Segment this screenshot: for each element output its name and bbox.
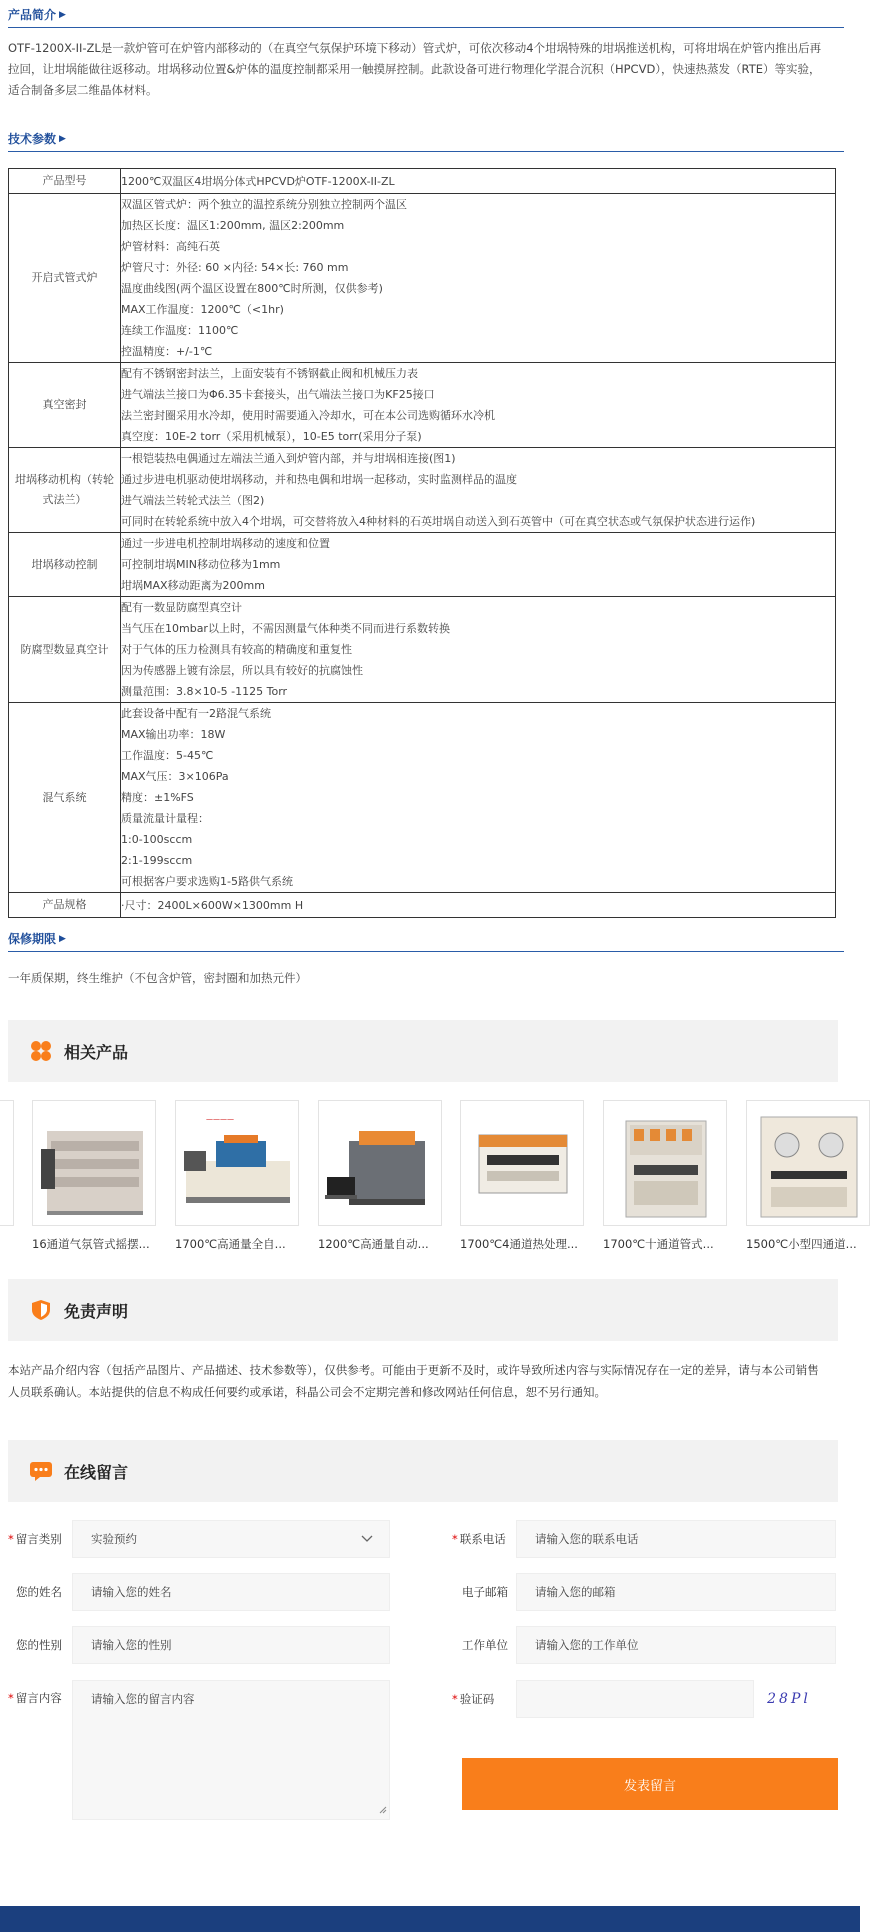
email-label: 电子邮箱 — [462, 1585, 508, 1599]
name-input[interactable]: 请输入您的姓名 — [72, 1573, 390, 1611]
email-input[interactable]: 请输入您的邮箱 — [516, 1573, 836, 1611]
spec-value — [121, 169, 836, 194]
spec-line: 测量范围：3.8×10-5 -1125 Torr — [121, 685, 288, 698]
spec-row — [9, 703, 836, 893]
warranty-title: 保修期限 — [8, 932, 57, 946]
spec-line: 对于气体的压力检测具有较高的精确度和重复性 — [121, 643, 352, 656]
company-row — [452, 1626, 836, 1664]
spec-line: MAX气压：3×106Pa — [121, 770, 229, 783]
spec-line: 配有不锈钢密封法兰，上面安装有不锈钢截止阀和机械压力表 — [121, 367, 418, 380]
spec-key: 产品规格 — [9, 893, 121, 918]
phone-label: 联系电话 — [459, 1532, 506, 1546]
spec-value — [121, 448, 836, 533]
product-name[interactable]: 16通道气氛管式摇摆... — [32, 1237, 150, 1251]
message-title: 在线留言 — [64, 1462, 129, 1482]
spec-line: 1200℃双温区4坩埚分体式HPCVD炉OTF-1200X-II-ZL — [121, 174, 395, 188]
spec-line: 当气压在10mbar以上时，不需因测量气体种类不同而进行系数转换 — [121, 622, 450, 635]
phone-input[interactable]: 请输入您的联系电话 — [516, 1520, 836, 1558]
triangle-right-icon: ▶ — [59, 133, 66, 144]
warranty-header — [8, 924, 844, 952]
spec-value — [121, 194, 836, 363]
resize-handle-icon[interactable] — [379, 1803, 387, 1817]
spec-line: 进气端法兰转轮式法兰（图2) — [121, 494, 265, 507]
product-name[interactable]: 1700℃十通道管式... — [603, 1237, 714, 1251]
disclaimer-panel — [8, 1279, 838, 1341]
content-label: 留言内容 — [15, 1691, 62, 1705]
product-image[interactable] — [746, 1100, 870, 1226]
spec-value — [121, 893, 836, 918]
product-image[interactable] — [318, 1100, 442, 1226]
spec-value — [121, 533, 836, 597]
spec-key: 真空密封 — [9, 363, 121, 448]
company-label: 工作单位 — [462, 1638, 508, 1652]
spec-line: 控温精度：+/-1℃ — [121, 345, 213, 358]
specs-header — [8, 124, 844, 152]
product-image[interactable] — [0, 1100, 14, 1226]
specs-title: 技术参数 — [8, 132, 57, 146]
category-select[interactable] — [72, 1520, 390, 1558]
spec-line: 通过步进电机驱动使坩埚移动，并和热电偶和坩埚一起移动，实时监测样品的温度 — [121, 473, 517, 486]
spec-row — [9, 363, 836, 448]
content-row: * 留言内容 请输入您的留言内容 — [8, 1680, 390, 1820]
spec-line: MAX工作温度：1200℃（<1hr) — [121, 303, 284, 316]
spec-line: 法兰密封圈采用水冷却，使用时需要通入冷却水，可在本公司选购循环水冷机 — [121, 409, 495, 422]
product-name[interactable]: 1700℃4通道热处理... — [460, 1237, 578, 1251]
product-image[interactable] — [603, 1100, 727, 1226]
spec-line: 2:1-199sccm — [121, 854, 193, 867]
spec-line: 可同时在转轮系统中放入4个坩埚，可交替将放入4种材料的石英坩埚自动送入到石英管中（可在真空状态或气氛保护状态进行运作) — [121, 515, 756, 528]
spec-key: 混气系统 — [9, 703, 121, 893]
product-card[interactable] — [603, 1100, 727, 1252]
gender-input[interactable]: 请输入您的性别 — [72, 1626, 390, 1664]
triangle-right-icon: ▶ — [59, 933, 66, 944]
name-row — [8, 1573, 390, 1611]
spec-value — [121, 363, 836, 448]
product-card[interactable] — [460, 1100, 584, 1252]
spec-line: 双温区管式炉：两个独立的温控系统分别独立控制两个温区 — [121, 198, 407, 211]
spec-line: 连续工作温度：1100℃ — [121, 324, 239, 337]
spec-row — [9, 194, 836, 363]
spec-line: 加热区长度：温区1:200mm, 温区2:200mm — [121, 219, 345, 232]
svg-text:————: ———— — [206, 1115, 234, 1123]
spec-row — [9, 169, 836, 194]
product-image[interactable] — [32, 1100, 156, 1226]
spec-key: 开启式管式炉 — [9, 194, 121, 363]
chat-bubble-icon — [30, 1460, 52, 1482]
product-name[interactable]: 1700℃高通量全自... — [175, 1237, 286, 1251]
spec-line: 可控制坩埚MIN移动位移为1mm — [121, 558, 281, 571]
product-name[interactable]: 1500℃小型四通道... — [746, 1237, 857, 1251]
submit-button[interactable]: 发表留言 — [462, 1758, 838, 1810]
spec-key: 防腐型数显真空计 — [9, 597, 121, 703]
product-card-partial[interactable] — [0, 1100, 14, 1226]
spec-line: ·尺寸：2400L×600W×1300mm H — [121, 898, 304, 912]
related-title: 相关产品 — [64, 1042, 129, 1062]
warranty-text: 一年质保期，终生维护（不包含炉管，密封圈和加热元件） — [8, 971, 307, 985]
spec-table — [8, 168, 836, 918]
spec-key: 产品型号 — [9, 169, 121, 194]
product-image[interactable] — [460, 1100, 584, 1226]
spec-row — [9, 448, 836, 533]
name-label: 您的姓名 — [16, 1585, 62, 1599]
product-card[interactable] — [746, 1100, 870, 1252]
spec-value — [121, 703, 836, 893]
company-input[interactable]: 请输入您的工作单位 — [516, 1626, 836, 1664]
spec-line: 通过一步进电机控制坩埚移动的速度和位置 — [121, 537, 330, 550]
category-row: * 留言类别 实验预约 — [8, 1520, 390, 1558]
intro-text: OTF-1200X-II-ZL是一款炉管可在炉管内部移动的（在真空气氛保护环境下移动）管式炉，可依次移动4个坩埚特殊的坩埚推送机构，可将坩埚在炉管内推出后再拉回，让坩埚能做往返移动。坩埚移动位置&炉体的温度控制都采用一触摸屏控制。此款设备可进行物理化学混合沉积（HPCVD），快速热蒸发（RTE）等实验，适合制备多层二维晶体材料。 — [8, 41, 822, 97]
product-image[interactable] — [175, 1100, 299, 1226]
spec-key: 坩埚移动控制 — [9, 533, 121, 597]
content-textarea[interactable] — [72, 1680, 390, 1820]
footer-bar — [0, 1906, 860, 1932]
intro-header — [8, 0, 844, 28]
spec-line: 1:0-100sccm — [121, 833, 193, 846]
disclaimer-text: 本站产品介绍内容（包括产品图片、产品描述、技术参数等），仅供参考。可能由于更新不及时，或许导致所述内容与实际情况存在一定的差异，请与本公司销售人员联系确认。本站提供的信息不构成任何要约或承诺，科晶公司会不定期完善和修改网站任何信息，恕不另行通知。 — [8, 1363, 819, 1399]
spec-line: 配有一数显防腐型真空计 — [121, 601, 242, 614]
message-panel — [8, 1440, 838, 1502]
product-card[interactable] — [175, 1100, 299, 1252]
spec-line: 炉管材料：高纯石英 — [121, 240, 220, 253]
captcha-input[interactable] — [516, 1680, 754, 1718]
product-card[interactable] — [318, 1100, 442, 1252]
spec-line: 此套设备中配有一2路混气系统 — [121, 707, 271, 720]
spec-line: 工作温度：5-45℃ — [121, 749, 214, 762]
spec-row — [9, 893, 836, 918]
related-carousel[interactable] — [8, 1100, 857, 1260]
product-card[interactable] — [32, 1100, 156, 1252]
spec-line: MAX输出功率：18W — [121, 728, 226, 741]
intro-title: 产品简介 — [8, 8, 57, 22]
triangle-right-icon: ▶ — [59, 9, 66, 20]
content-placeholder: 请输入您的留言内容 — [91, 1692, 195, 1706]
spec-key: 坩埚移动机构（转轮式法兰） — [9, 448, 121, 533]
spec-line: 真空度：10E-2 torr（采用机械泵），10-E5 torr(采用分子泵) — [121, 430, 422, 443]
category-value: 实验预约 — [91, 1532, 137, 1546]
email-row — [452, 1573, 836, 1611]
spec-line: 质量流量计量程： — [121, 812, 209, 825]
captcha-image[interactable]: 28Pl — [767, 1691, 811, 1707]
spec-row — [9, 597, 836, 703]
spec-line: 一根铠装热电偶通过左端法兰通入到炉管内部，并与坩埚相连接(图1) — [121, 452, 456, 465]
phone-row: * 联系电话 请输入您的联系电话 — [452, 1520, 836, 1558]
gender-row — [8, 1626, 390, 1664]
disclaimer-title: 免责声明 — [64, 1301, 129, 1321]
spec-value — [121, 597, 836, 703]
chevron-down-icon — [361, 1532, 373, 1546]
shield-icon — [30, 1299, 52, 1321]
spec-line: 炉管尺寸：外径: 60 ×内径: 54×长: 760 mm — [121, 261, 349, 274]
grid-dots-icon — [30, 1040, 52, 1062]
spec-line: 坩埚MAX移动距离为200mm — [121, 579, 265, 592]
related-panel — [8, 1020, 838, 1082]
category-label: 留言类别 — [15, 1532, 62, 1546]
spec-line: 温度曲线图(两个温区设置在800℃时所测，仅供参考) — [121, 282, 383, 295]
gender-label: 您的性别 — [16, 1638, 62, 1652]
spec-line: 精度：±1%FS — [121, 791, 194, 804]
product-name[interactable]: 1200℃高通量自动... — [318, 1237, 429, 1251]
captcha-label: 验证码 — [459, 1692, 495, 1706]
spec-line: 可根据客户要求选购1-5路供气系统 — [121, 875, 293, 888]
spec-line: 进气端法兰接口为Φ6.35卡套接头，出气端法兰接口为KF25接口 — [121, 388, 435, 401]
spec-row — [9, 533, 836, 597]
captcha-row: * 验证码 28Pl — [452, 1680, 824, 1718]
spec-line: 因为传感器上镀有涂层，所以具有较好的抗腐蚀性 — [121, 664, 363, 677]
